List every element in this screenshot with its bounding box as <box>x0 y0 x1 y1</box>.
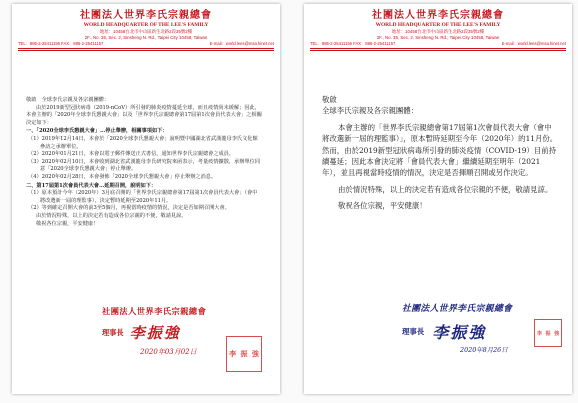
signature-org: 社團法人世界李氏宗親總會 <box>102 306 207 316</box>
letterhead-rule <box>18 48 274 49</box>
letterhead-phone-fax: TEL：886-2-25411156 FAX：886-2-25411157 <box>18 41 104 46</box>
paragraph-apology: 由於情況特殊，以上的決定若有造成各位宗親的不便，敬請見諒。 <box>338 184 553 194</box>
paragraph-apology: 由於情況特殊，以上的決定若有造成各位宗親的不便，敬請見諒。 <box>36 212 187 219</box>
letter-body <box>26 97 262 228</box>
letter-body <box>322 94 558 212</box>
red-seal-stamp: 李 振 強 <box>226 336 262 372</box>
signature-title: 理事長 <box>402 327 425 336</box>
section-1-item-3: （3）2020年02月10日，本會收到湖北省武漢龍母李氏研究院來函表示，考量疫情擴散，承辦單位同意「2020全球李氏懇親大會」停止舉辦。 <box>28 158 261 173</box>
letterhead-address: 地址：10458台北市中山區新生北路2段35號2樓 <box>99 29 193 34</box>
letterhead-contact <box>304 41 572 47</box>
greeting: 敬啟 全球李氏宗親及各宗親團體： <box>26 97 110 103</box>
closing: 敬祝各位宗親，平安健康！ <box>36 220 99 227</box>
letterhead-phone-fax: TEL：886-2-25411156 FAX：886-2-25411157 <box>310 41 396 46</box>
signature-name: 李振強 <box>129 324 181 342</box>
paragraph-intro: 由於2019新型冠狀病毒（2019-nCoV）所引發的肺炎疫情蔓延全球，而且疫情尚未緩解；因此，本會主辦的「2020年全球李氏懇親大會」以及「世界李氏宗親總會第17屆第1次會員代表大會」之相關決定如下： <box>26 104 262 126</box>
letterhead-email: E-mail：world.lees@msa.hinet.net <box>501 41 566 46</box>
section-heading-2: 二、第17屆第1次會員代表大會…延期召開，說明如下： <box>26 182 157 189</box>
closing: 敬祝各位宗親，平安健康！ <box>338 201 427 211</box>
section-1-item-4: （4）2020年02月28日，本會發佈「2020全球李氏懇親大會」停止舉辦之消息。 <box>28 173 217 180</box>
signature-date: 2020年03月02日 <box>140 348 197 356</box>
signature-date: 2020年8月26日 <box>460 346 508 354</box>
signature-title: 理事長 <box>102 327 124 337</box>
letterhead-rule <box>310 48 566 49</box>
greeting: 全球李氏宗親及各宗親團體： <box>322 106 419 116</box>
letterhead-org-name: 社團法人世界李氏宗親總會 <box>80 10 212 21</box>
section-2-item-1: （1）原本預計今年（2020年）3月底召開的「世界李氏宗親總會第17屆第1次會員代表大會」（會中將改選新一屆的理監事），決定暫時延期至2020年11月。 <box>28 190 258 204</box>
letterhead-org-name-en: WORLD HEADQUARTER OF THE LEE'S FAMILY <box>375 22 501 28</box>
section-2-item-2: （2）等到確定召開大會的前3至5個月，再視當時疫情的情況，決定是否如期召開大會。 <box>28 205 230 212</box>
letterhead <box>12 4 280 47</box>
letterhead-address-en: 2F., No. 35, Sec. 2, Sinsheng N. Rd., Taipei City 10458, Taiwan <box>84 35 208 40</box>
section-heading-1: 一、「2020全球李氏懇親大會」…停止舉辦，相關事項如下： <box>26 128 168 135</box>
signature-org: 社團法人世界李氏宗親總會 <box>402 304 513 314</box>
section-1-item-1: （1）2019年12月14日，本會於「2020全球李氏懇親大會」說明暨中國湖北省武漢龍母李氏文化館參訪之承辦單位。 <box>28 135 258 150</box>
letter-page-right <box>304 4 572 394</box>
letterhead <box>304 4 572 47</box>
letterhead-contact <box>12 41 280 47</box>
letterhead-address-en: 2F., No. 35, Sec. 2, Sinsheng N. Rd., Taipei City 10458, Taiwan <box>376 35 500 40</box>
section-1-item-2: （2）2020年01月21日，本會以電子郵件傳送正式書信，通知世界李氏宗親總會之成員。 <box>28 151 235 158</box>
signature-name: 李振強 <box>432 323 487 342</box>
letterhead-rule-thin <box>18 50 274 51</box>
paragraph-main: 本會主辦的「世界李氏宗親總會第17屆第1次會員代表大會（會中將改選新一屆的理監事）」，原本暫時延期至今年（2020年）的11月份。然而，由於2019新型冠狀病毒所引發的肺炎疫情（COVID-19）目前持續蔓延；因此本會決定將「會員代表大會」繼續延期至明年（2021年），並且再視當時疫情的情況，決定是否揮順召開或另作決定。 <box>322 122 558 178</box>
letter-page-left <box>12 4 280 394</box>
red-seal-stamp: 李 振 強 <box>534 319 562 347</box>
letterhead-email: E-mail：world.lees@msa.hinet.net <box>209 41 274 46</box>
salutation: 敬啟 <box>322 95 337 104</box>
letterhead-address: 地址：10458台北市中山區新生北路2段35號2樓 <box>391 29 485 34</box>
letterhead-org-name: 社團法人世界李氏宗親總會 <box>372 10 504 21</box>
letterhead-rule-thin <box>310 50 566 51</box>
letterhead-org-name-en: WORLD HEADQUARTER OF THE LEE'S FAMILY <box>83 22 209 28</box>
